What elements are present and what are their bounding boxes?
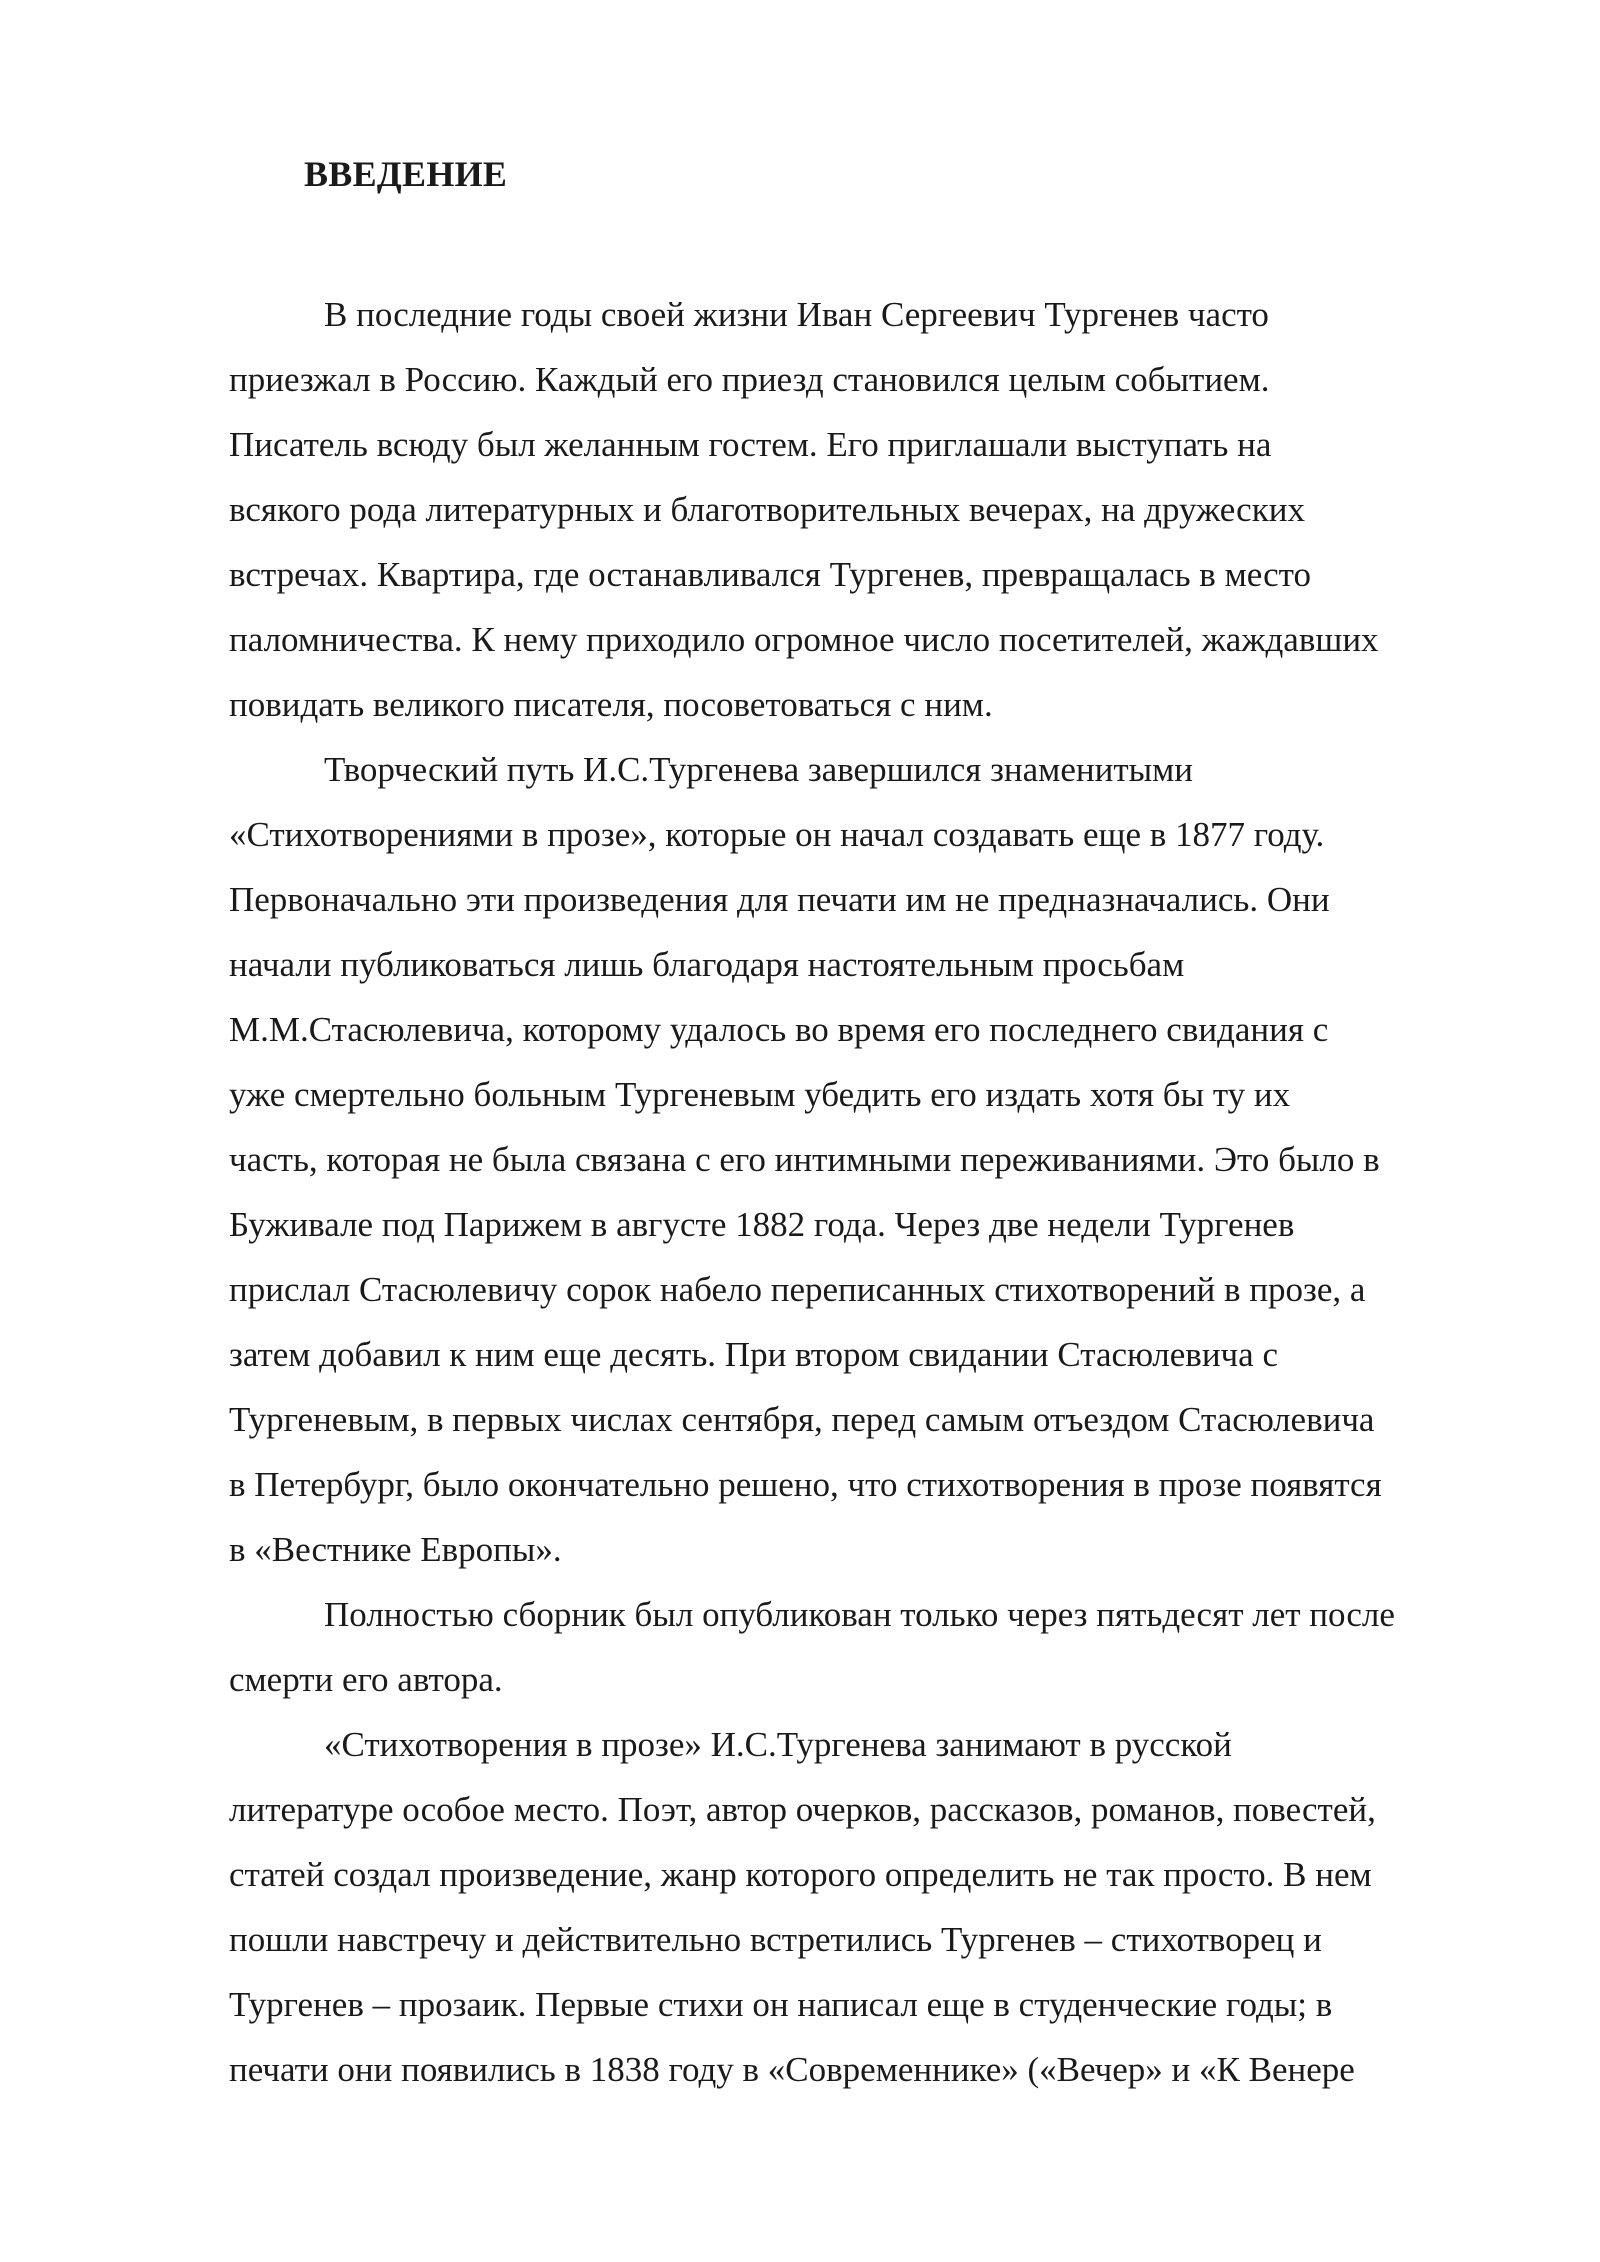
text-line: Первоначально эти произведения для печати им не предназначались. Они: [229, 880, 1330, 919]
text-line: начали публиковаться лишь благодаря настоятельным просьбам: [229, 945, 1185, 984]
text-line: в «Вестнике Европы».: [229, 1530, 562, 1569]
text-line: повидать великого писателя, посоветоваться с ним.: [229, 685, 993, 724]
text-line: встречах. Квартира, где останавливался Тургенев, превращалась в место: [229, 555, 1311, 594]
paragraph-2: [229, 737, 1491, 1582]
text-line: смерти его автора.: [229, 1660, 503, 1699]
paragraph-1: [229, 282, 1491, 737]
text-line: литературе особое место. Поэт, автор очерков, рассказов, романов, повестей,: [229, 1790, 1376, 1829]
text-line: Тургеневым, в первых числах сентября, перед самым отъездом Стасюлевича: [229, 1400, 1375, 1439]
text-line: пошли навстречу и действительно встретились Тургенев – стихотворец и: [229, 1920, 1322, 1959]
text-line: всякого рода литературных и благотворительных вечерах, на дружеских: [229, 490, 1305, 529]
text-line: Буживале под Парижем в августе 1882 года. Через две недели Тургенев: [229, 1205, 1295, 1244]
paragraph-4: [229, 1712, 1491, 2102]
text-line: приезжал в Россию. Каждый его приезд становился целым событием.: [229, 360, 1270, 399]
text-line: в Петербург, было окончательно решено, что стихотворения в прозе появятся: [229, 1465, 1382, 1504]
text-line: паломничества. К нему приходило огромное число посетителей, жаждавших: [229, 620, 1379, 659]
body-text: [229, 282, 1491, 2102]
text-line: прислал Стасюлевичу сорок набело переписанных стихотворений в прозе, а: [229, 1270, 1366, 1309]
text-line: уже смертельно больным Тургеневым убедить его издать хотя бы ту их: [229, 1075, 1291, 1114]
text-line: статей создал произведение, жанр которого определить не так просто. В нем: [229, 1855, 1372, 1894]
text-line: Писатель всюду был желанным гостем. Его приглашали выступать на: [229, 425, 1272, 464]
text-line: В последние годы своей жизни Иван Сергеевич Тургенев часто: [324, 295, 1269, 334]
text-line: затем добавил к ним еще десять. При втором свидании Стасюлевича с: [229, 1335, 1278, 1374]
text-line: Творческий путь И.С.Тургенева завершился знаменитыми: [324, 750, 1194, 789]
text-line: Полностью сборник был опубликован только через пятьдесят лет после: [324, 1595, 1395, 1634]
text-line: М.М.Стасюлевича, которому удалось во время его последнего свидания с: [229, 1010, 1329, 1049]
text-line: печати они появились в 1838 году в «Современнике» («Вечер» и «К Венере: [229, 2050, 1355, 2089]
text-line: Тургенев – прозаик. Первые стихи он написал еще в студенческие годы; в: [229, 1985, 1333, 2024]
paragraph-3: [229, 1582, 1491, 1712]
text-line: «Стихотворениями в прозе», которые он начал создавать еще в 1877 году.: [229, 815, 1325, 854]
text-line: часть, которая не была связана с его интимными переживаниями. Это было в: [229, 1140, 1380, 1179]
page-title: ВВЕДЕНИЕ: [304, 154, 508, 194]
text-line: «Стихотворения в прозе» И.С.Тургенева занимают в русской: [324, 1725, 1232, 1764]
